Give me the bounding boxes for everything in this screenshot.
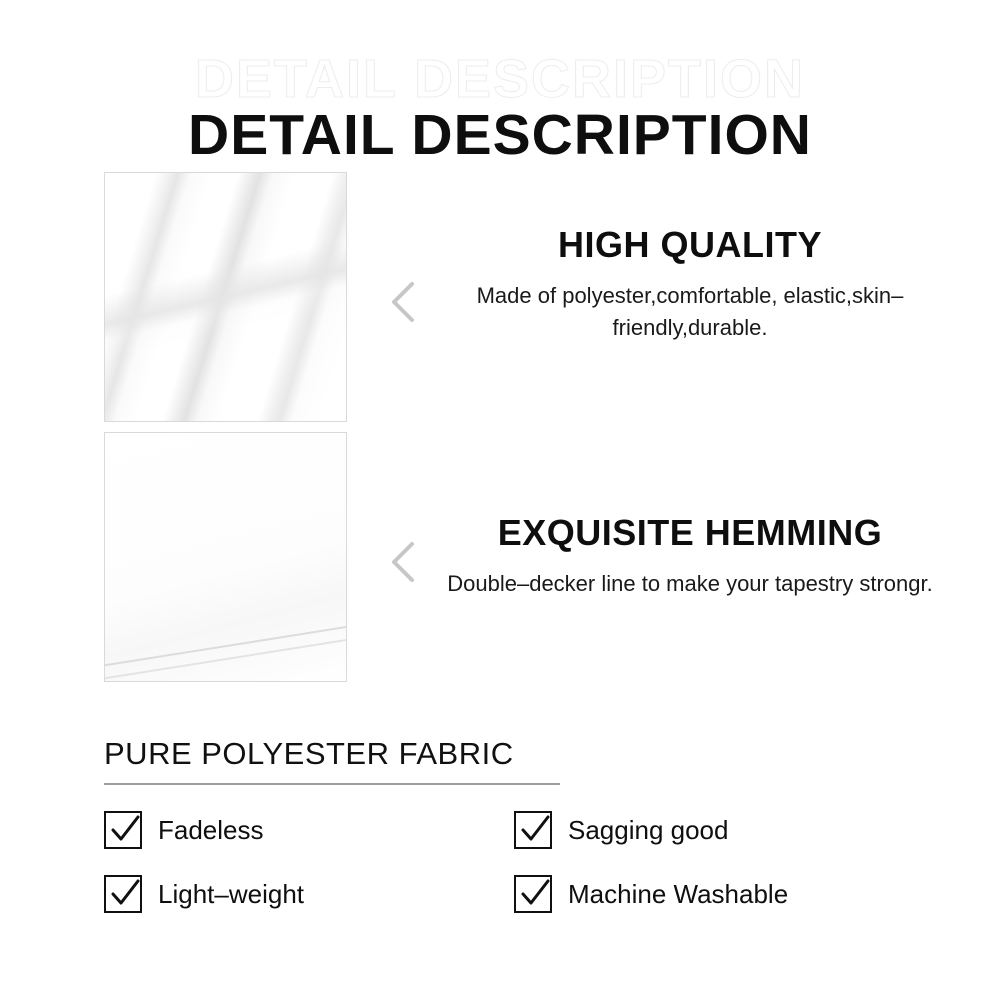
list-item: [514, 811, 904, 849]
feature-block-exquisite-hemming: [0, 432, 1000, 682]
fabric-section: [104, 736, 904, 913]
list-item-label: Light–weight: [158, 878, 304, 909]
checkmark-icon: [514, 875, 552, 913]
section-divider: [104, 783, 560, 785]
feature-block-high-quality: [0, 172, 1000, 422]
list-item: [514, 875, 904, 913]
checkmark-icon: [104, 875, 142, 913]
feature-body: Made of polyester,comfortable, elastic,skin–friendly,durable.: [476, 283, 904, 340]
feature-heading: EXQUISITE HEMMING: [497, 512, 883, 553]
checkmark-icon: [514, 811, 552, 849]
feature-heading: HIGH QUALITY: [558, 224, 822, 265]
chevron-left-icon: [386, 540, 420, 584]
ghost-title-outline: DETAIL DESCRIPTION: [194, 49, 806, 109]
page-title: DETAIL DESCRIPTION: [188, 103, 812, 168]
fabric-hem-illustration: [105, 433, 346, 681]
fabric-section-title: PURE POLYESTER FABRIC: [104, 736, 514, 771]
feature-body: Double–decker line to make your tapestry strongr.: [447, 571, 933, 596]
list-item-label: Fadeless: [158, 814, 264, 845]
fabric-feature-list: [104, 811, 904, 913]
fabric-fold-illustration: [105, 173, 346, 421]
feature-text-block: [430, 224, 950, 344]
list-item: [104, 811, 514, 849]
feature-image-fabric-folds: [104, 172, 347, 422]
list-item-label: Machine Washable: [568, 878, 789, 909]
feature-image-fabric-hem: [104, 432, 347, 682]
list-item: [104, 875, 514, 913]
chevron-left-icon: [386, 280, 420, 324]
page-header: [0, 28, 1000, 168]
list-item-label: Sagging good: [568, 814, 729, 845]
checkmark-icon: [104, 811, 142, 849]
feature-text-block: [430, 512, 950, 600]
